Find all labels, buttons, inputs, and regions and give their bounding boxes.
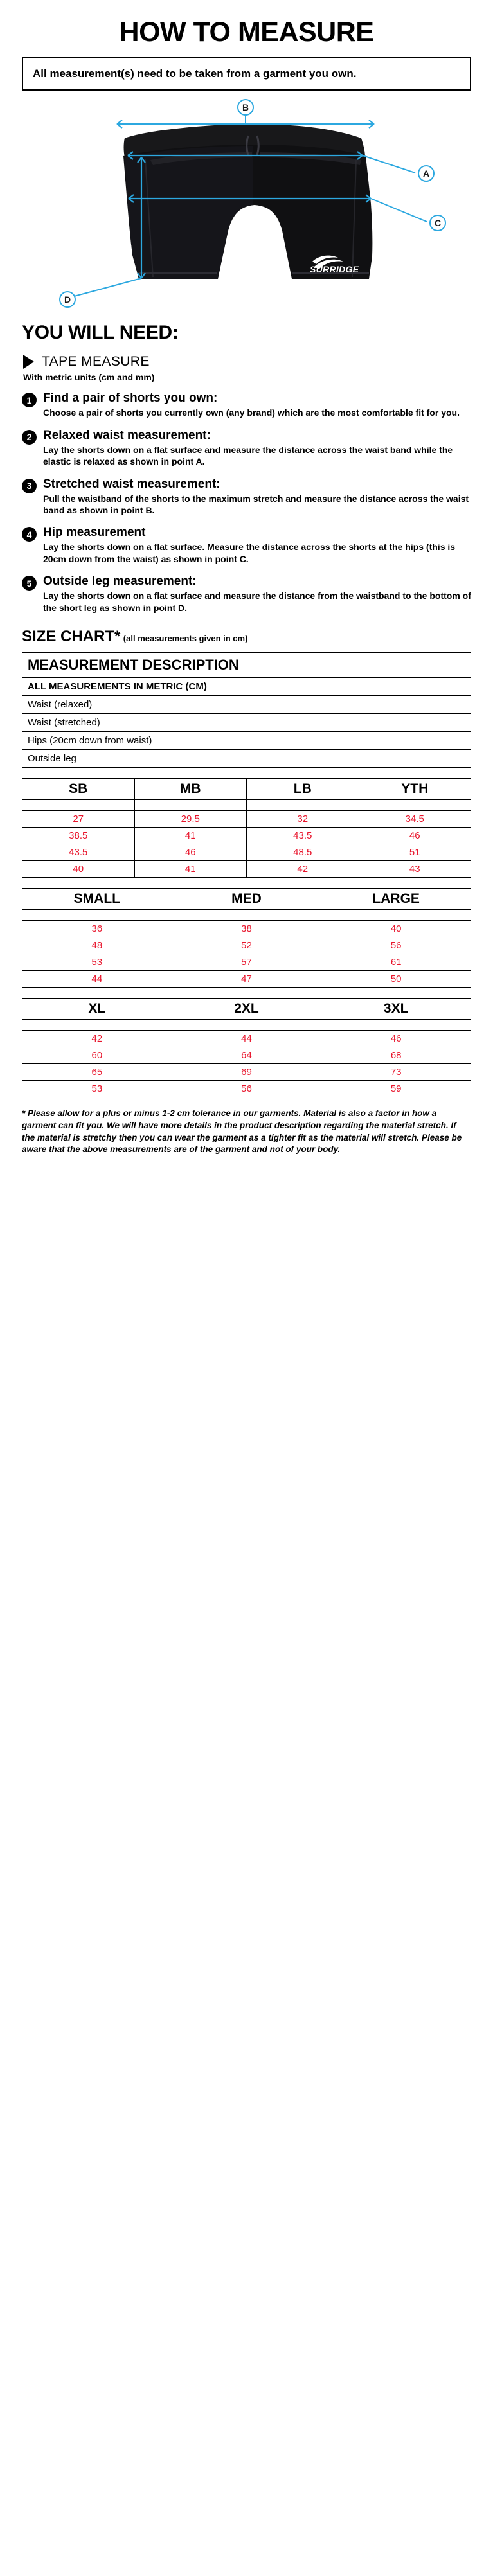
step-text: Lay the shorts down on a flat surface and measure the distance from the waistband to the bottom of the short leg as shown in point D. [43,591,471,613]
value-cell: 40 [321,921,471,937]
step-2 [22,429,471,468]
table-row [22,971,471,988]
value-cell: 43.5 [247,828,359,844]
measurement-name: Waist (relaxed) [22,696,471,714]
value-cell: 41 [134,861,247,878]
value-cell: 34.5 [359,811,471,828]
step-text: Choose a pair of shorts you currently own (any brand) which are the most comfortable fit for you. [43,407,460,418]
tape-measure-row [22,354,471,369]
value-cell: 44 [172,1031,321,1047]
spacer-cell [359,800,471,811]
column-header: LARGE [321,889,471,910]
step-5 [22,574,471,614]
value-cell: 47 [172,971,321,988]
value-cell: 65 [22,1064,172,1081]
table-row [22,937,471,954]
value-cell: 46 [359,828,471,844]
spacer-cell [172,1020,321,1031]
value-cell: 73 [321,1064,471,1081]
value-cell: 43.5 [22,844,135,861]
triangle-bullet-icon [23,355,34,369]
shorts-measurement-diagram [22,96,471,308]
size-chart-footnote: * Please allow for a plus or minus 1-2 cm tolerance in our garments. Material is also a factor in how a garment can fit you. We will have more details in the product description regarding the material stretch. If the material is stretchy then you can wear the garment as a tighter fit as the material will stretch. Please be aware that the above measurements are of the garment and not of your body. [22,1108,462,1155]
metric-subheader: ALL MEASUREMENTS IN METRIC (CM) [22,678,471,696]
column-header: 3XL [321,999,471,1020]
value-cell: 46 [321,1031,471,1047]
spacer-cell [321,910,471,921]
tape-measure-label: TAPE MEASURE [42,354,150,369]
value-cell: 50 [321,971,471,988]
spacer-cell [172,910,321,921]
table-header-row [22,779,471,800]
value-cell: 38.5 [22,828,135,844]
value-cell: 53 [22,954,172,971]
value-cell: 36 [22,921,172,937]
step-title: Relaxed waist measurement: [43,428,211,442]
value-cell: 38 [172,921,321,937]
value-cell: 48.5 [247,844,359,861]
brand-name: SURRIDGE [310,264,359,275]
step-number: 5 [22,576,37,591]
spacer-cell [247,800,359,811]
column-header: MED [172,889,321,910]
size-chart-title: SIZE CHART* [22,628,121,646]
shorts-illustration [22,96,471,308]
table-header-row [22,653,471,678]
value-cell: 27 [22,811,135,828]
table-row [22,714,471,732]
table-row [22,861,471,878]
value-cell: 48 [22,937,172,954]
column-header: MB [134,779,247,800]
value-cell: 42 [22,1031,172,1047]
step-4 [22,526,471,565]
table-row [22,732,471,750]
table-row [22,828,471,844]
value-cell: 60 [22,1047,172,1064]
step-text: Pull the waistband of the shorts to the maximum stretch and measure the distance across the waist band as shown in point B. [43,493,469,515]
column-header: XL [22,999,172,1020]
size-chart-subtitle: (all measurements given in cm) [123,634,248,644]
value-cell: 53 [22,1081,172,1097]
table-subheader-row [22,678,471,696]
measurement-name: Waist (stretched) [22,714,471,732]
column-header: LB [247,779,359,800]
value-cell: 43 [359,861,471,878]
spacer-cell [22,800,135,811]
value-cell: 68 [321,1047,471,1064]
table-row [22,954,471,971]
value-cell: 52 [172,937,321,954]
table-row [22,844,471,861]
spacer-cell [22,1020,172,1031]
youth-size-table [22,778,471,878]
step-title: Hip measurement [43,526,146,540]
value-cell: 64 [172,1047,321,1064]
tape-measure-subtext: With metric units (cm and mm) [23,372,155,383]
value-cell: 61 [321,954,471,971]
spacer-cell [22,910,172,921]
value-cell: 44 [22,971,172,988]
value-cell: 41 [134,828,247,844]
table-row [22,750,471,768]
measurement-notice: All measurement(s) need to be taken from a garment you own. [22,57,471,91]
step-number: 3 [22,479,37,493]
table-row [22,1031,471,1047]
column-header: YTH [359,779,471,800]
step-title: Stretched waist measurement: [43,477,220,491]
table-row [22,800,471,811]
value-cell: 56 [172,1081,321,1097]
step-3 [22,477,471,517]
value-cell: 46 [134,844,247,861]
column-header: SB [22,779,135,800]
marker-b: B [237,99,254,116]
page-title: HOW TO MEASURE [119,17,374,48]
step-title: Find a pair of shorts you own: [43,391,218,405]
value-cell: 40 [22,861,135,878]
measurement-description-table [22,652,471,768]
step-number: 4 [22,527,37,542]
step-number: 2 [22,430,37,445]
table-row [22,811,471,828]
measurement-name: Outside leg [22,750,471,768]
table-row [22,1064,471,1081]
value-cell: 32 [247,811,359,828]
step-text: Lay the shorts down on a flat surface and measure the distance across the waist band while the elastic is relaxed as shown in point A. [43,444,453,467]
step-title: Outside leg measurement: [43,574,197,589]
spacer-cell [321,1020,471,1031]
measurement-description-header: MEASUREMENT DESCRIPTION [22,653,471,678]
step-number: 1 [22,393,37,407]
measurement-name: Hips (20cm down from waist) [22,732,471,750]
spacer-cell [134,800,247,811]
you-will-need-heading: YOU WILL NEED: [22,322,179,344]
value-cell: 51 [359,844,471,861]
value-cell: 69 [172,1064,321,1081]
table-row [22,921,471,937]
marker-a: A [418,165,435,182]
table-row [22,910,471,921]
step-text: Lay the shorts down on a flat surface. Measure the distance across the shorts at the hips (this is 20cm down from the waist) as shown in point C. [43,542,456,564]
value-cell: 57 [172,954,321,971]
table-row [22,1081,471,1097]
table-row [22,1047,471,1064]
table-row [22,1020,471,1031]
table-header-row [22,889,471,910]
table-row [22,696,471,714]
column-header: SMALL [22,889,172,910]
how-to-measure-page [0,0,493,1175]
value-cell: 59 [321,1081,471,1097]
value-cell: 29.5 [134,811,247,828]
adult-size-table [22,888,471,988]
table-header-row [22,999,471,1020]
value-cell: 56 [321,937,471,954]
step-1 [22,391,471,418]
marker-d: D [59,291,76,308]
size-chart-heading [22,628,471,646]
column-header: 2XL [172,999,321,1020]
adult-xl-size-table [22,998,471,1097]
marker-c: C [429,215,446,231]
value-cell: 42 [247,861,359,878]
